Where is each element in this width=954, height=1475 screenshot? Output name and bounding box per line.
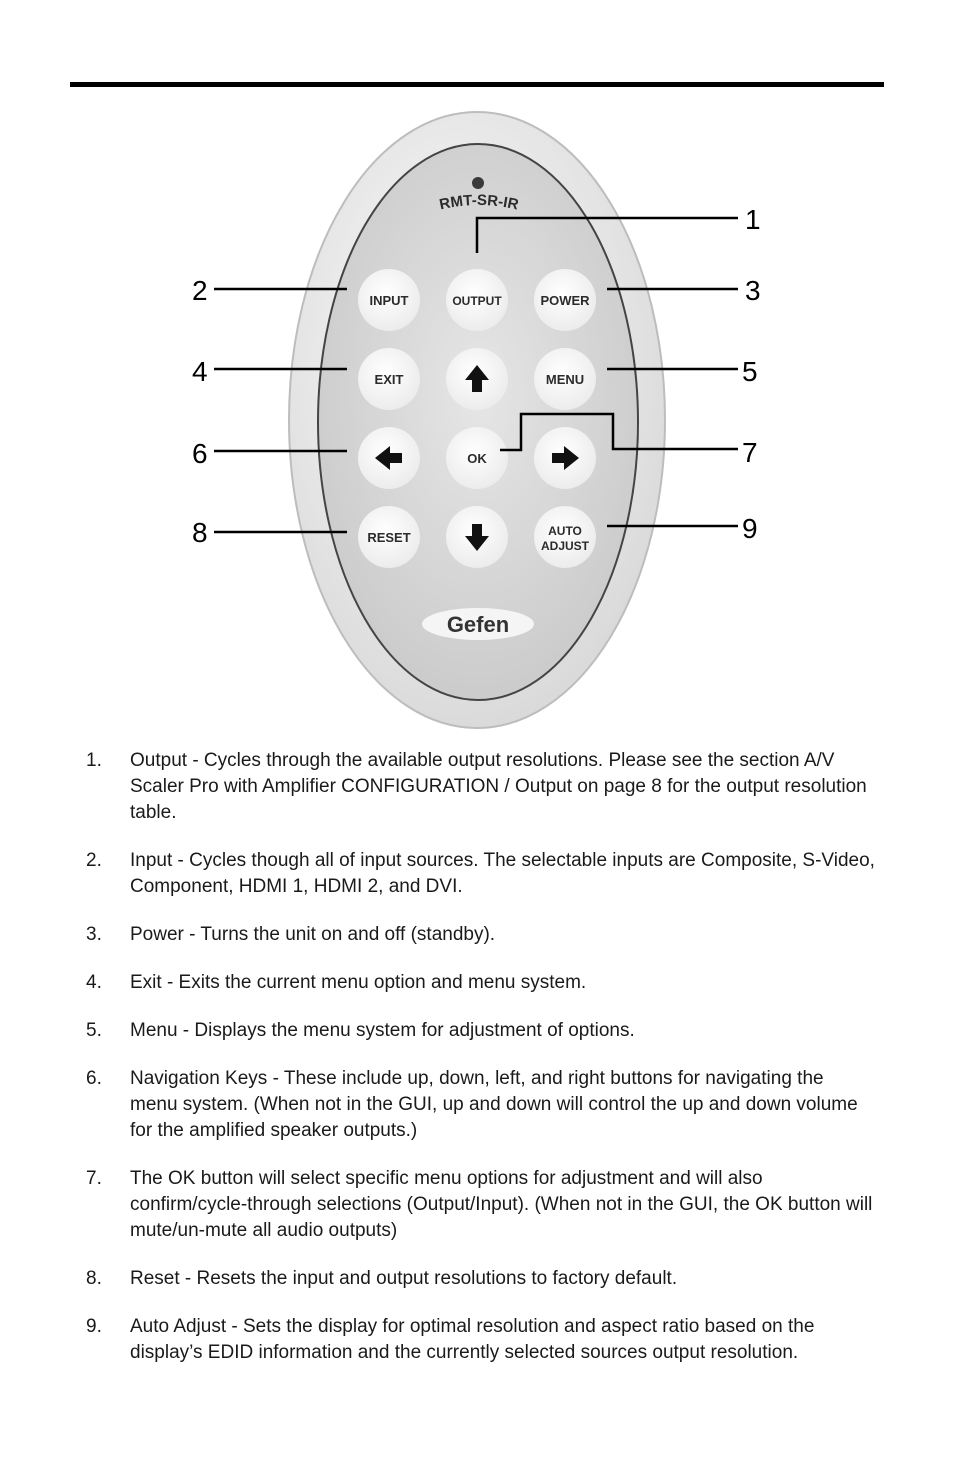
menu-button[interactable] (534, 348, 596, 410)
auto-adjust-button[interactable] (534, 506, 596, 568)
svg-text:INPUT: INPUT (369, 293, 409, 308)
list-item: 3. Power - Turns the unit on and off (standby). (86, 924, 496, 945)
reset-button[interactable] (358, 506, 420, 568)
list-item: 7. The OK button will select specific menu options for adjustment and will also confirm/cycle-through selections (Output/Input). (When not in the GUI, the OK button will mute/un-mute all audio outputs) (86, 1168, 873, 1241)
callout-5: 5 (742, 356, 758, 387)
button-description-list (86, 748, 876, 1388)
svg-text:OK: OK (467, 451, 487, 466)
svg-text:MENU: MENU (545, 372, 585, 387)
callout-4: 4 (192, 356, 208, 387)
top-rule (70, 82, 884, 87)
svg-text:EXIT: EXIT (374, 372, 404, 387)
power-button[interactable] (534, 269, 596, 331)
callout-7: 7 (742, 437, 758, 468)
svg-text:OUTPUT: OUTPUT (452, 294, 502, 308)
list-item: 1. Output - Cycles through the available output resolutions. Please see the section A/V Scaler Pro with Amplifier CONFIGURATION / Output on page 8 for the output resolution table. (86, 750, 867, 823)
list-item: 6. Navigation Keys - These include up, down, left, and right buttons for navigating the menu system. (When not in the GUI, up and down will control the up and down volume for the amplified speaker outputs.) (86, 1068, 858, 1141)
callout-3: 3 (745, 275, 761, 306)
svg-text:ADJUST: ADJUST (540, 539, 590, 553)
list-item: 2. Input - Cycles though all of input sources. The selectable inputs are Composite, S-Video, Component, HDMI 1, HDMI 2, and DVI. (86, 850, 875, 897)
list-item: 4. Exit - Exits the current menu option and menu system. (86, 972, 587, 993)
callout-9: 9 (742, 513, 758, 544)
output-button[interactable] (446, 269, 508, 331)
right-button[interactable] (534, 427, 596, 489)
remote-illustration (0, 100, 954, 740)
ir-sensor-icon (472, 177, 484, 189)
left-button[interactable] (358, 427, 420, 489)
list-item: 9. Auto Adjust - Sets the display for optimal resolution and aspect ratio based on the display’s EDID information and the currently selected sources output resolution. (86, 1316, 815, 1363)
callout-2: 2 (192, 275, 208, 306)
callout-6: 6 (192, 438, 208, 469)
svg-text:POWER: POWER (540, 293, 590, 308)
list-item: 5. Menu - Displays the menu system for adjustment of options. (86, 1020, 635, 1041)
remote-figure (0, 100, 954, 740)
model-label: RMT-SR-IR (437, 191, 521, 214)
svg-text:RESET: RESET (367, 530, 411, 545)
input-button[interactable] (358, 269, 420, 331)
gefen-logo (422, 608, 534, 640)
callout-1: 1 (745, 204, 761, 235)
down-button[interactable] (446, 506, 508, 568)
svg-text:Gefen: Gefen (446, 612, 510, 637)
up-button[interactable] (446, 348, 508, 410)
exit-button[interactable] (358, 348, 420, 410)
svg-text:AUTO: AUTO (548, 524, 582, 538)
list-item: 8. Reset - Resets the input and output resolutions to factory default. (86, 1268, 678, 1289)
callout-8: 8 (192, 517, 208, 548)
ok-button[interactable] (446, 427, 508, 489)
